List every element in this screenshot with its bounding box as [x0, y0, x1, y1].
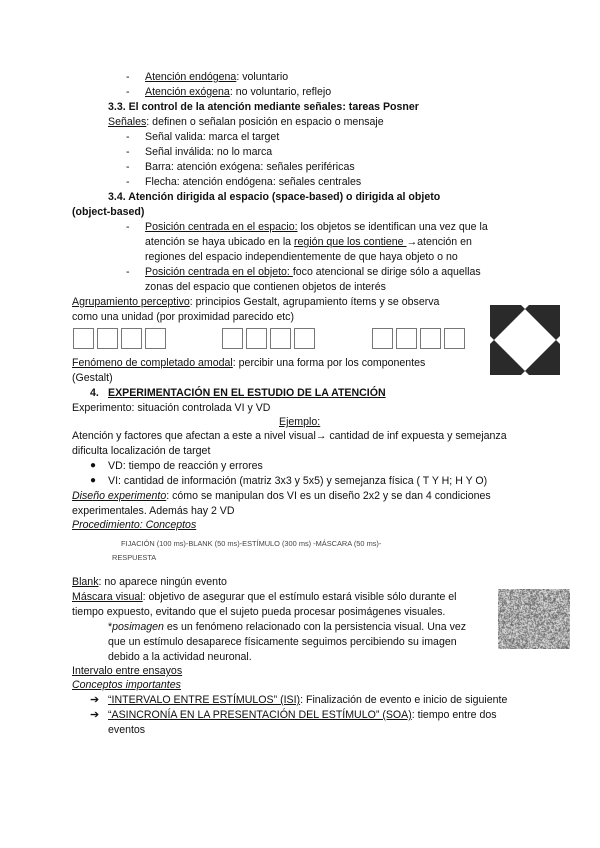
line-agrupamiento: Agrupamiento perceptivo: principios Gestalt, agrupamiento ítems y se observa — [72, 296, 440, 308]
line-posimagen-2: que un estímulo desaparece físicamente seguimos percibiendo su imagen — [108, 636, 457, 648]
arrow-bullet-icon: ➔ — [90, 709, 100, 721]
line-barra: Barra: atención exógena: señales periféricas — [145, 161, 355, 173]
ejemplo-label: Ejemplo: — [279, 416, 321, 428]
line-fenomeno: Fenómeno de completado amodal: percibir una forma por los componentes — [72, 357, 426, 369]
line-intervalo: Intervalo entre ensayos — [72, 665, 183, 677]
line-posicion-objeto-2: zonas del espacio que contienen objetos de interés — [145, 281, 386, 293]
dash: - — [126, 266, 130, 278]
dash: - — [126, 131, 130, 143]
line-posicion-objeto: Posición centrada en el objeto: foco atencional se dirige sólo a aquellas — [145, 266, 481, 278]
section-4-number: 4. — [90, 387, 99, 399]
line-endogena: Atención endógena: voluntario — [145, 71, 289, 83]
procedure-timeline-2: RESPUESTA — [112, 553, 157, 562]
line-exogena: Atención exógena: no voluntario, reflejo — [145, 86, 332, 98]
line-mascara: Máscara visual: objetivo de asegurar que el estímulo estará visible sólo durante el — [72, 591, 457, 603]
line-diseno: Diseño experimento: cómo se manipulan dos VI es un diseño 2x2 y se dan 4 condiciones — [72, 490, 491, 502]
line-fenomeno-2: (Gestalt) — [72, 372, 113, 384]
line-vd: VD: tiempo de reacción y errores — [108, 460, 263, 472]
line-posimagen: *posimagen es un fenómeno relacionado con la persistencia visual. Una vez — [108, 621, 467, 633]
heading-3-4: 3.4. Atención dirigida al espacio (space-based) o dirigida al objeto — [108, 191, 441, 203]
line-soa: “ASINCRONÍA EN LA PRESENTACIÓN DEL ESTÍMULO” (SOA): tiempo entre dos — [108, 709, 497, 721]
line-atencion: Atención y factores que afectan a este a nivel visual→ cantidad de inf expuesta y semejanza — [72, 430, 507, 442]
line-mascara-2: tiempo expuesto, evitando que el sujeto pueda procesar posimágenes visuales. — [72, 606, 446, 618]
heading-3-4-cont: (object-based) — [72, 206, 145, 218]
bullet-dot: ● — [90, 475, 97, 486]
line-posicion-espacio-3: regiones del espacio independientemente de que haya objeto o no — [145, 251, 458, 263]
section-4-title: EXPERIMENTACIÓN EN EL ESTUDIO DE LA ATENCIÓN — [108, 387, 386, 399]
line-agrupamiento-2: como una unidad (por proximidad parecido etc) — [72, 311, 295, 323]
line-atencion-2: dificulta localización de target — [72, 445, 211, 457]
line-diseno-2: experimentales. Además hay 2 VD — [72, 505, 235, 517]
line-senal-valida: Señal valida: marca el target — [145, 131, 280, 143]
conceptos-heading: Conceptos importantes — [72, 679, 181, 691]
procedimiento-heading: Procedimiento: Conceptos — [72, 519, 197, 531]
dash: - — [126, 71, 130, 83]
line-senal-invalida: Señal inválida: no lo marca — [145, 146, 273, 158]
dash: - — [126, 161, 130, 173]
line-posicion-espacio-2: atención se haya ubicado en la región que los contiene →atención en — [145, 236, 472, 248]
procedure-timeline: FIJACIÓN (100 ms)-BLANK (50 ms)-ESTÍMULO (300 ms) -MÁSCARA (50 ms)- — [121, 539, 382, 548]
dash: - — [126, 176, 130, 188]
bullet-dot: ● — [90, 460, 97, 471]
visual-mask-noise-image — [498, 589, 570, 649]
arrow-bullet-icon: ➔ — [90, 694, 100, 706]
heading-3-3: 3.3. El control de la atención mediante señales: tareas Posner — [108, 101, 419, 113]
line-isi: “INTERVALO ENTRE ESTÍMULOS” (ISI): Finalización de evento e inicio de siguiente — [108, 694, 508, 706]
line-vi: VI: cantidad de información (matriz 3x3 y 5x5) y semejanza física ( T Y H; H Y O) — [108, 475, 488, 487]
line-flecha: Flecha: atención endógena: señales centrales — [145, 176, 362, 188]
dash: - — [126, 221, 130, 233]
line-posicion-espacio: Posición centrada en el espacio: los objetos se identifican una vez que la — [145, 221, 488, 233]
line-soa-2: eventos — [108, 724, 146, 736]
dash: - — [126, 146, 130, 158]
amodal-completion-figure — [490, 305, 560, 375]
line-experimento: Experimento: situación controlada VI y VD — [72, 402, 271, 414]
line-blank: Blank: no aparece ningún evento — [72, 576, 227, 588]
line-senales: Señales: definen o señalan posición en espacio o mensaje — [108, 116, 384, 128]
dash: - — [126, 86, 130, 98]
line-posimagen-3: debido a la actividad neuronal. — [108, 651, 252, 663]
